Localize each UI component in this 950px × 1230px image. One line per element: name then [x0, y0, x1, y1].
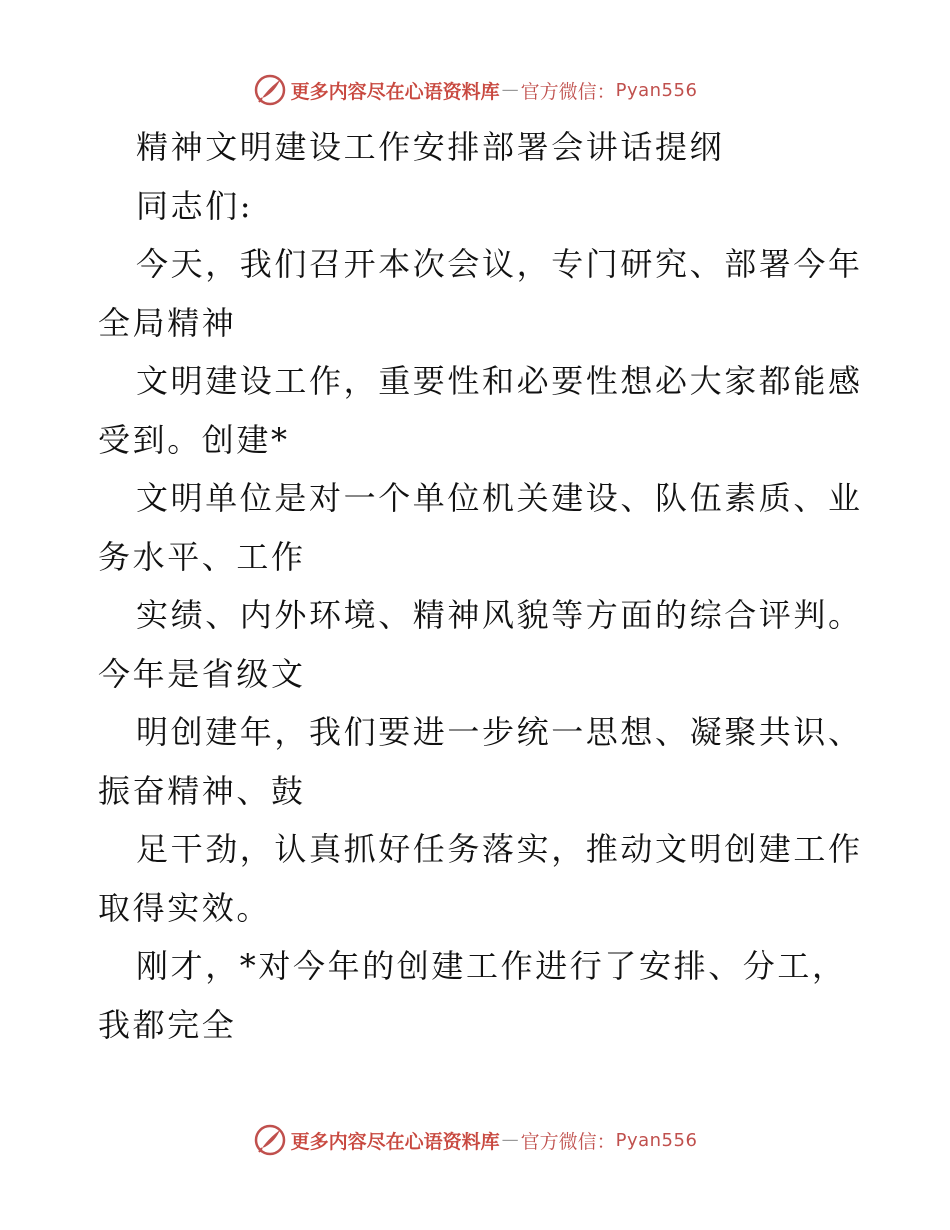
text-line: 今天，我们召开本次会议，专门研究、部署今年: [136, 245, 863, 283]
document-title: 精神文明建设工作安排部署会讲话提纲: [136, 128, 725, 166]
banner-wechat-label: 官方微信：: [520, 1130, 616, 1153]
text-line: 文明建设工作，重要性和必要性想必大家都能感: [136, 362, 863, 400]
quill-logo-icon: [253, 1123, 287, 1157]
quill-logo-icon: [253, 73, 287, 107]
text-line: 文明单位是对一个单位机关建设、队伍素质、业: [136, 479, 863, 517]
text-line: 今年是省级文: [98, 654, 306, 693]
text-line: 实绩、内外环境、精神风貌等方面的综合评判。: [136, 596, 863, 634]
banner-main-text: 更多内容尽在心语资料库: [290, 80, 500, 103]
text-line: 足干劲，认真抓好任务落实，推动文明创建工作: [136, 830, 863, 868]
text-line: 振奋精神、鼓: [98, 771, 306, 810]
banner-wechat-id: Pyan556: [615, 1129, 698, 1151]
banner-separator: —: [501, 1130, 519, 1150]
banner-separator: —: [501, 80, 519, 100]
banner-main-text: 更多内容尽在心语资料库: [290, 1130, 500, 1153]
text-line: 全局精神: [98, 303, 237, 342]
header-banner: [0, 70, 950, 110]
text-line: 受到。创建*: [98, 420, 290, 459]
footer-banner: [0, 1120, 950, 1160]
banner-wechat-id: Pyan556: [615, 79, 698, 101]
text-line: 务水平、工作: [98, 537, 306, 576]
text-line: 我都完全: [98, 1005, 237, 1044]
salutation: 同志们:: [136, 186, 254, 225]
text-line: 刚才，*对今年的创建工作进行了安排、分工，: [136, 947, 847, 985]
text-line: 明创建年，我们要进一步统一思想、凝聚共识、: [136, 713, 863, 751]
banner-wechat-label: 官方微信：: [520, 80, 616, 103]
document-body: [98, 118, 863, 1054]
text-line: 取得实效。: [98, 888, 272, 927]
